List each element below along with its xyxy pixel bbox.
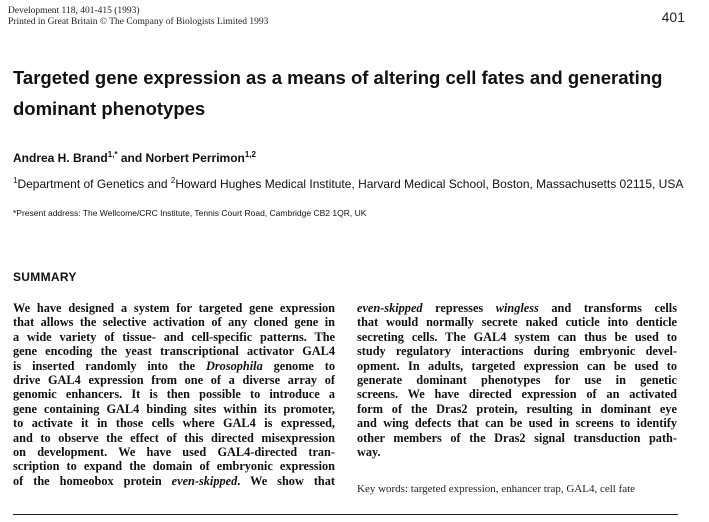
affil-marker-1: 1 — [13, 176, 18, 185]
text-line: is inserted randomly into the Drosophila genome to — [13, 358, 336, 373]
text-line: genomic enhancers. It is then possible to introduce a — [13, 387, 335, 402]
text-line: other members of the Dras2 signal transduction path- — [357, 430, 677, 445]
even-skipped-term: even-skipped — [171, 473, 238, 488]
affiliations — [13, 173, 693, 192]
page-number: 401 — [661, 9, 685, 25]
text-line: gene containing GAL4 binding sites within its promoter, — [13, 401, 335, 416]
text-line: that would normally secrete naked cuticle into denticle — [357, 315, 677, 330]
text-line: drive GAL4 expression from one of a diverse array of — [13, 373, 335, 388]
text-line: and to observe the effect of this directed misexpression — [13, 430, 335, 445]
text-line: way. — [357, 445, 381, 460]
drosophila-term: Drosophila — [206, 358, 263, 373]
author-brand-affil: 1,* — [107, 150, 118, 159]
text-line: gene encoding the yeast transcriptional activator GAL4 — [13, 344, 335, 359]
journal-header — [8, 6, 268, 28]
text-line: a wide variety of tissue- and cell-specific patterns. The — [13, 329, 335, 344]
text-line: of the homeobox protein even-skipped. We show that — [13, 473, 336, 488]
bottom-divider — [13, 514, 678, 515]
present-address: *Present address: The Wellcome/CRC Institute, Tennis Court Road, Cambridge CB2 1QR, UK — [13, 208, 367, 218]
summary-heading: SUMMARY — [13, 270, 77, 284]
even-skipped-term: even-skipped — [357, 301, 423, 315]
text-line: We have designed a system for targeted gene expression — [13, 301, 335, 315]
summary-right-column — [357, 301, 677, 459]
text-line: form of the Dras2 protein, resulting in dominant eye — [357, 401, 677, 416]
text-line: and wing defects that can be used in screens to identify — [357, 416, 677, 431]
text-line: that allows the selective activation of any cloned gene in — [13, 315, 335, 330]
journal-citation: Development 118, 401-415 (1993) — [8, 6, 140, 16]
text-line: on development. We have used GAL4-directed tran- — [13, 445, 335, 460]
author-connector: and — [117, 151, 146, 165]
text-line: secreting cells. The GAL4 system can thus be used to — [357, 329, 677, 344]
printed-notice: Printed in Great Britain © The Company of Biologists Limited 1993 — [8, 17, 269, 27]
keywords: Key words: targeted expression, enhancer trap, GAL4, cell fate — [357, 483, 636, 495]
author-perrimon: Norbert Perrimon — [145, 151, 245, 165]
wingless-term: wingless — [495, 301, 539, 315]
text-line: to activate it in those cells where GAL4 is expressed, — [13, 416, 335, 431]
summary-left-column — [13, 301, 335, 488]
paper-title: Targeted gene expression as a means of altering cell fates and generating dominant phenotypes — [13, 67, 663, 119]
author-perrimon-affil: 1,2 — [244, 150, 256, 159]
affil-hhmi: Howard Hughes Medical Institute, Harvard Medical School, Boston, Massachusetts 02115, USA — [175, 177, 684, 191]
author-line — [13, 150, 256, 165]
text-line: even-skipped represses wingless and transforms cells — [357, 301, 677, 315]
text-line: scription to expand the domain of embryonic expression — [13, 459, 335, 474]
author-brand: Andrea H. Brand — [13, 151, 108, 165]
text-line: opment. In adults, targeted expression can be used to — [357, 358, 677, 373]
affil-marker-2: 2 — [170, 176, 176, 185]
text-line: generate dominant phenotypes for use in genetic — [357, 373, 677, 388]
text-line: study regulatory interactions during embryonic devel- — [357, 344, 677, 359]
affil-genetics: Department of Genetics and — [17, 177, 171, 191]
text-line: screens. We have directed expression of an activated — [357, 387, 677, 402]
